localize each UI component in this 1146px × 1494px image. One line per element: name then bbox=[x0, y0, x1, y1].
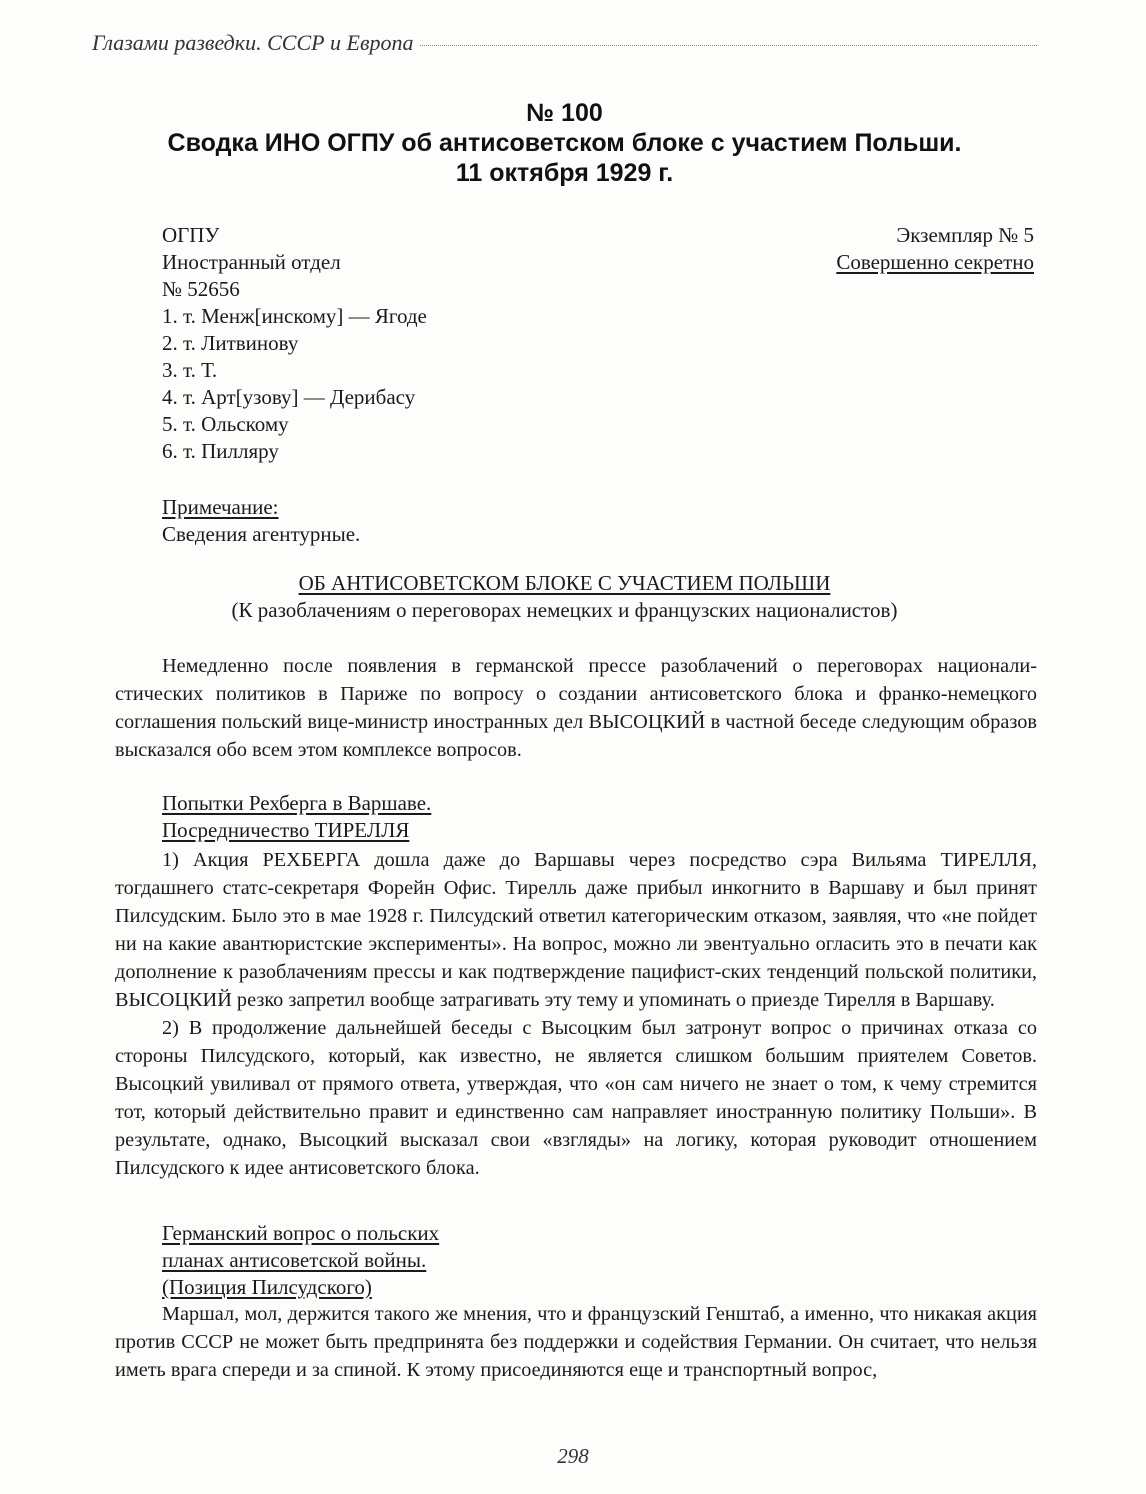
copy-number: Экземпляр № 5 bbox=[896, 223, 1034, 247]
document-date: 11 октября 1929 г. bbox=[455, 159, 674, 187]
note-text: Сведения агентурные. bbox=[162, 522, 361, 546]
paragraph-1: 1) Акция РЕХБЕРГА дошла даже до Варшавы через посредство сэра Вильяма ТИРЕЛЛЯ, тогдашнего статс-секретаря Форейн Офис. Тирелль даже прибыл инкогнито в Варшаву и был принят Пилсудским. Было это в мае 1928 г. Пилсудский ответил категорическим отказом, заявляя, что «не пойдет ни на какие авантюристские эксперименты». На вопрос, можно ли эвентуально огласить это в печати как дополнение к разоблачениям прессы и как подтверждение пацифист-ских тенденций польской политики, ВЫСОЦКИЙ резко запретил вообще затрагивать эту тему и упоминать о приезде Тирелля в Варшаву. bbox=[115, 849, 1037, 1011]
sender-org: ОГПУ bbox=[162, 223, 220, 247]
recipient-item: 5. т. Ольскому bbox=[162, 412, 289, 436]
running-head bbox=[92, 30, 1037, 56]
document-title-block bbox=[92, 98, 1037, 188]
classification-block bbox=[836, 222, 1034, 276]
subhead-line: планах антисоветской войны. bbox=[162, 1248, 427, 1272]
recipient-item: 3. т. Т. bbox=[162, 358, 218, 382]
recipient-item: 6. т. Пилляру bbox=[162, 439, 279, 463]
section-heading bbox=[92, 570, 1037, 624]
intro-block bbox=[115, 652, 1037, 764]
note-block bbox=[162, 494, 360, 548]
subhead-line: Германский вопрос о польских bbox=[162, 1221, 440, 1245]
running-head-rule bbox=[420, 44, 1037, 46]
subhead-german-question bbox=[162, 1220, 439, 1301]
subhead-line: (Позиция Пилсудского) bbox=[162, 1275, 372, 1299]
note-label: Примечание: bbox=[162, 495, 279, 519]
document-number: № 100 bbox=[526, 99, 603, 127]
main-block bbox=[115, 846, 1037, 1182]
closing-block bbox=[115, 1300, 1037, 1384]
recipient-item: 2. т. Литвинову bbox=[162, 331, 299, 355]
running-head-title: Глазами разведки. СССР и Европа bbox=[92, 30, 414, 55]
section-subtitle: (К разоблачениям о переговорах немецких и французских националистов) bbox=[231, 598, 898, 622]
section-title: ОБ АНТИСОВЕТСКОМ БЛОКЕ С УЧАСТИЕМ ПОЛЬШИ bbox=[298, 571, 831, 595]
sender-dept: Иностранный отдел bbox=[162, 250, 341, 274]
subhead-line: Попытки Рехберга в Варшаве. bbox=[162, 791, 432, 815]
classification-label: Совершенно секретно bbox=[836, 250, 1034, 274]
subhead-rehberg bbox=[162, 790, 431, 844]
reference-number: № 52656 bbox=[162, 277, 240, 301]
sender-block bbox=[162, 222, 427, 465]
intro-paragraph: Немедленно после появления в германской прессе разоблачений о переговорах национали-стических политиков в Париже по вопросу о создании антисоветского блока и франко-немецкого соглашения польский вице-министр иностранных дел ВЫСОЦКИЙ в частной беседе следующим образов высказался обо всем этом комплексе вопросов. bbox=[115, 655, 1037, 761]
subhead-line: Посредничество ТИРЕЛЛЯ bbox=[162, 818, 410, 842]
paragraph-2: 2) В продолжение дальнейшей беседы с Высоцким был затронут вопрос о причинах отказа со стороны Пилсудского, который, как известно, не является слишком большим приятелем Советов. Высоцкий увиливал от прямого ответа, утверждая, что «он сам ничего не знает о том, к чему стремится тот, который действительно правит и единственно сам направляет иностранную политику Польши». В результате, однако, Высоцкий высказал свои «взгляды» на логику, которая руководит отношением Пилсудского к идее антисоветского блока. bbox=[115, 1017, 1037, 1179]
document-title: Сводка ИНО ОГПУ об антисоветском блоке с участием Польши. bbox=[167, 129, 962, 157]
page-number: 298 bbox=[557, 1444, 589, 1468]
recipient-item: 1. т. Менж[инскому] — Ягоде bbox=[162, 304, 427, 328]
recipient-item: 4. т. Арт[узову] — Дерибасу bbox=[162, 385, 416, 409]
paragraph-3: Маршал, мол, держится такого же мнения, что и французский Генштаб, а именно, что никакая акция против СССР не может быть предпринята без поддержки и содействия Германии. Он считает, что нельзя иметь врага спереди и за спиной. К этому присоединяются еще и транспортный вопрос, bbox=[115, 1303, 1037, 1381]
